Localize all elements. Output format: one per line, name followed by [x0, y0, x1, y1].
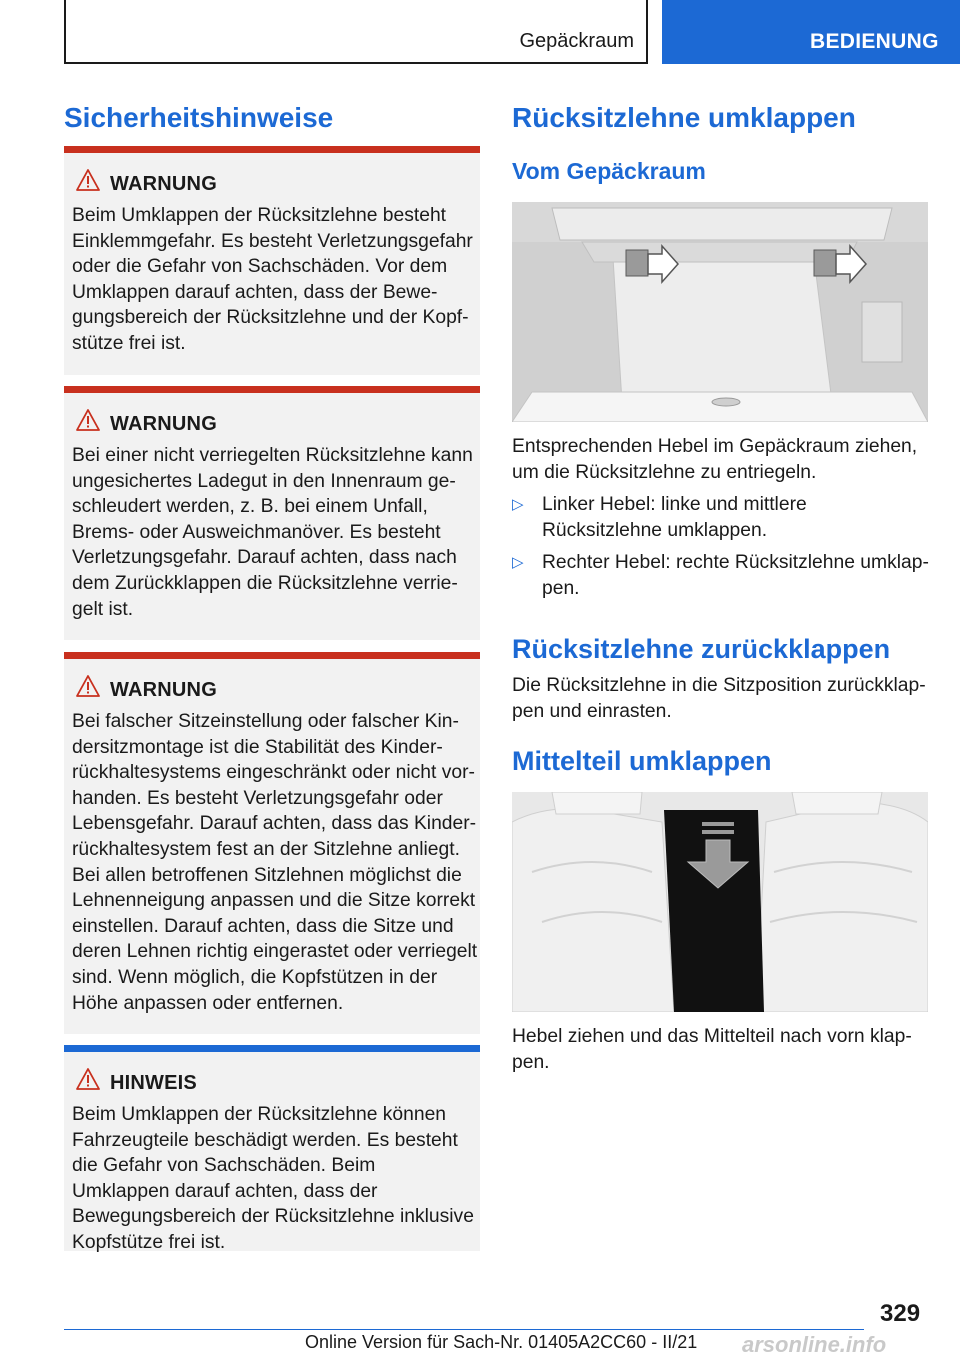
header-chapter-tab: BEDIENUNG [662, 0, 960, 64]
center-section-title: Mittelteil umklappen [512, 746, 772, 776]
notice-triangle-icon [76, 1068, 100, 1090]
safety-notes-title: Sicherheitshinweise [64, 102, 334, 133]
bullet-triangle-icon: ▷ [512, 554, 524, 571]
warning-text: Bei falscher Sitzeinstellung oder falscher Kin-dersitzmontage ist die Stabilität des Kinder-rückhaltesystems eingeschränkt oder nicht vor-handen. Es besteht Verletzungsgefahr oder Lebensgefahr. Darauf achten, dass das Kinder-rückhaltesystem fest an der Sitzlehne anliegt. Bei allen betroffenen Sitzlehnen möglichst die Lehnenneigung anpassen und die Sitze korrekt einstellen. Darauf achten, dass die Sitze und deren Lehnen richtig eingerastet oder verriegelt sind. Wenn möglich, die Kopfstützen in der Höhe anpassen oder entfernen. [72, 711, 478, 1014]
warning-label: WARNUNG [110, 679, 217, 701]
warning-triangle-icon [76, 675, 100, 697]
luggage-compartment-illustration [512, 202, 928, 422]
footer-divider [64, 1329, 864, 1330]
header-section-title: Gepäckraum [519, 30, 634, 52]
warning-triangle-icon [76, 169, 100, 191]
header-frame [64, 0, 648, 64]
fold-down-title: Rücksitzlehne umklappen [512, 102, 856, 133]
warning-box-1 [64, 146, 480, 375]
warning-text: Bei einer nicht verriegelten Rücksitzlehne kann ungesichertes Ladegut in den Innenraum ge-schleudert werden, z. B. bei einem Unfall, Brems- oder Ausweichmanöver. Es besteht Verletzungsgefahr. Darauf achten, dass nach dem Zurückklappen die Rücksitzlehne verrie-gelt ist. [72, 445, 473, 620]
footer-online-version: Online Version für Sach-Nr. 01405A2CC60 - II/21 [305, 1332, 698, 1352]
center-section-text: Hebel ziehen und das Mittelteil nach vorn klap-pen. [512, 1026, 912, 1073]
unlock-instruction-text: Entsprechenden Hebel im Gepäckraum ziehen, um die Rücksitzlehne zu entriegeln. [512, 436, 918, 483]
fold-back-text: Die Rücksitzlehne in die Sitzposition zurückklap-pen und einrasten. [512, 675, 926, 722]
bullet-triangle-icon: ▷ [512, 496, 524, 513]
bullet-text: Rechter Hebel: rechte Rücksitzlehne umklap-pen. [542, 552, 929, 599]
notice-text: Beim Umklappen der Rücksitzlehne können Fahrzeugteile beschädigt werden. Es besteht die Gefahr von Sachschäden. Beim Umklappen darauf achten, dass der Bewegungsbereich der Rücksitzlehne inklusive Kopfstütze frei ist. [72, 1104, 474, 1253]
page-number: 329 [880, 1300, 921, 1327]
watermark: arsonline.info [742, 1332, 887, 1357]
from-luggage-subtitle: Vom Gepäckraum [512, 158, 706, 184]
warning-label: WARNUNG [110, 173, 217, 195]
notice-label: HINWEIS [110, 1072, 197, 1094]
notice-box [64, 1045, 480, 1251]
warning-text: Beim Umklappen der Rücksitzlehne besteht Einklemmgefahr. Es besteht Verletzungsgefahr oder die Gefahr von Sachschäden. Vor dem Umklappen darauf achten, dass der Bewe-gungsbereich der Rücksitzlehne und der Kopf-stütze frei ist. [72, 205, 473, 354]
fold-back-title: Rücksitzlehne zurückklappen [512, 634, 891, 664]
warning-box-2 [64, 386, 480, 640]
warning-label: WARNUNG [110, 413, 217, 435]
center-section-illustration [512, 792, 928, 1012]
luggage-compartment-figure [512, 202, 928, 422]
center-section-figure [512, 792, 928, 1012]
warning-triangle-icon [76, 409, 100, 431]
warning-box-3 [64, 652, 480, 1034]
bullet-text: Linker Hebel: linke und mittlere Rücksitzlehne umklappen. [542, 494, 807, 541]
